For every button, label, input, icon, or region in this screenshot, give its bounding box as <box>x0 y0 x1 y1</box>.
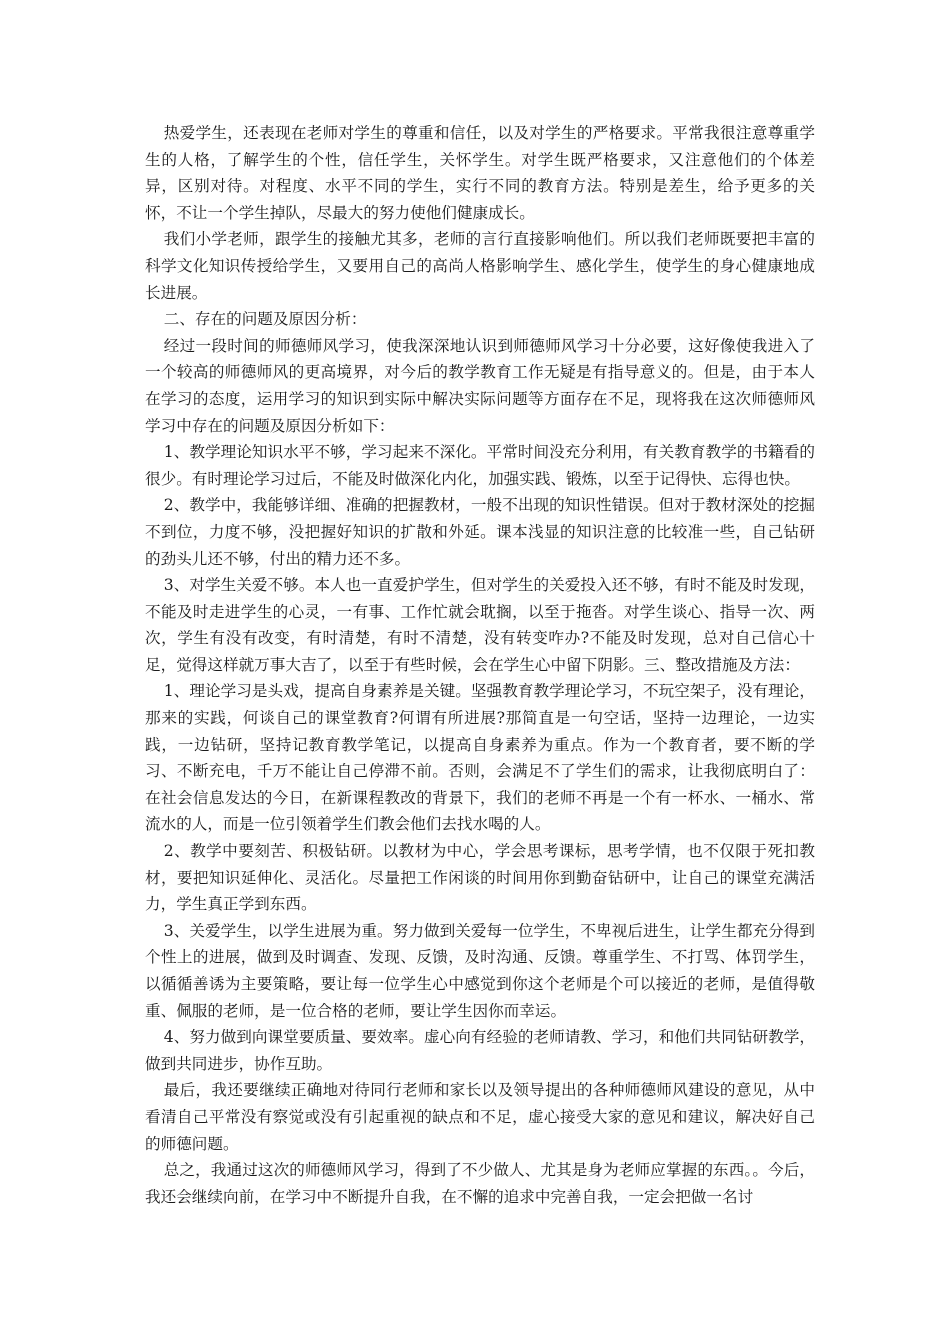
body-paragraph: 热爱学生，还表现在老师对学生的尊重和信任，以及对学生的严格要求。平常我很注意尊重学生的人格，了解学生的个性，信任学生，关怀学生。对学生既严格要求，又注意他们的个体差异，区别对待。对程度、水平不同的学生，实行不同的教育方法。特别是差生，给予更多的关怀，不让一个学生掉队，尽最大的努力使他们健康成长。 <box>145 124 815 222</box>
list-item: 4、努力做到向课堂要质量、要效率。虚心向有经验的老师请教、学习，和他们共同钻研教学，做到共同进步，协作互助。 <box>145 1028 815 1073</box>
section-heading: 二、存在的问题及原因分析： <box>163 310 367 329</box>
list-item: 1、理论学习是头戏，提高自身素养是关键。坚强教育教学理论学习，不玩空架子，没有理论，那来的实践，何谈自己的课堂教育?何谓有所进展?那简直是一句空话，坚持一边理论，一边实践，一边钻研，坚持记教育教学笔记，以提高自身素养为重点。作为一个教育者，要不断的学习、不断充电，千万不能让自己停滞不前。否则，会满足不了学生们的需求，让我彻底明白了：在社会信息发达的今日，在新课程教改的背景下，我们的老师不再是一个有一杯水、一桶水、常流水的人，而是一位引领着学生们教会他们去找水喝的人。 <box>145 682 815 834</box>
list-item: 3、关爱学生，以学生进展为重。努力做到关爱每一位学生，不卑视后进生，让学生都充分得到个性上的进展，做到及时调查、发现、反馈，及时沟通、反馈。尊重学生、不打骂、体罚学生，以循循善诱为主要策略，要让每一位学生心中感觉到你这个老师是个可以接近的老师，是值得敬重、佩服的老师，是一位合格的老师，要让学生因你而幸运。 <box>145 921 815 1020</box>
body-paragraph: 最后，我还要继续正确地对待同行老师和家长以及领导提出的各种师德师风建设的意见，从中看清自己平常没有察觉或没有引起重视的缺点和不足，虚心接受大家的意见和建议，解决好自己的师德问题。 <box>145 1081 815 1153</box>
list-item: 2、教学中，我能够详细、准确的把握教材，一般不出现的知识性错误。但对于教材深处的挖掘不到位，力度不够，没把握好知识的扩散和外延。课本浅显的知识注意的比较准一些，自己钻研的劲头儿还不够，付出的精力还不多。 <box>145 496 815 568</box>
body-paragraph: 经过一段时间的师德师风学习，使我深深地认识到师德师风学习十分必要，这好像使我进入了一个较高的师德师风的更高境界，对今后的教学教育工作无疑是有指导意义的。但是，由于本人在学习的态度，运用学习的知识到实际中解决实际问题等方面存在不足，现将我在这次师德师风学习中存在的问题及原因分析如下： <box>145 336 815 435</box>
list-item: 3、对学生关爱不够。本人也一直爱护学生，但对学生的关爱投入还不够，有时不能及时发现，不能及时走进学生的心灵，一有事、工作忙就会耽搁，以至于拖沓。对学生谈心、指导一次、两次，学生有没有改变，有时清楚，有时不清楚，没有转变咋办?不能及时发现，总对自己信心十足，觉得这样就万事大吉了，以至于有些时候，会在学生心中留下阴影。三、整改措施及方法： <box>145 576 815 674</box>
list-item: 2、教学中要刻苦、积极钻研。以教材为中心，学会思考课标，思考学情，也不仅限于死扣教材，要把知识延伸化、灵活化。尽量把工作闲谈的时间用你到勤奋钻研中，让自己的课堂充满活力，学生真正学到东西。 <box>145 842 815 914</box>
body-paragraph: 总之，我通过这次的师德师风学习，得到了不少做人、尤其是身为老师应掌握的东西。。今后，我还会继续向前，在学习中不断提升自我，在不懈的追求中完善自我，一定会把做一名讨 <box>145 1161 815 1206</box>
list-item: 1、教学理论知识水平不够，学习起来不深化。平常时间没充分利用，有关教育教学的书籍看的很少。有时理论学习过后，不能及时做深化内化，加强实践、锻炼，以至于记得快、忘得也快。 <box>145 443 815 488</box>
document-page <box>145 120 815 1210</box>
body-paragraph: 我们小学老师，跟学生的接触尤其多，老师的言行直接影响他们。所以我们老师既要把丰富的科学文化知识传授给学生，又要用自己的高尚人格影响学生、感化学生，使学生的身心健康地成长进展。 <box>145 230 815 302</box>
